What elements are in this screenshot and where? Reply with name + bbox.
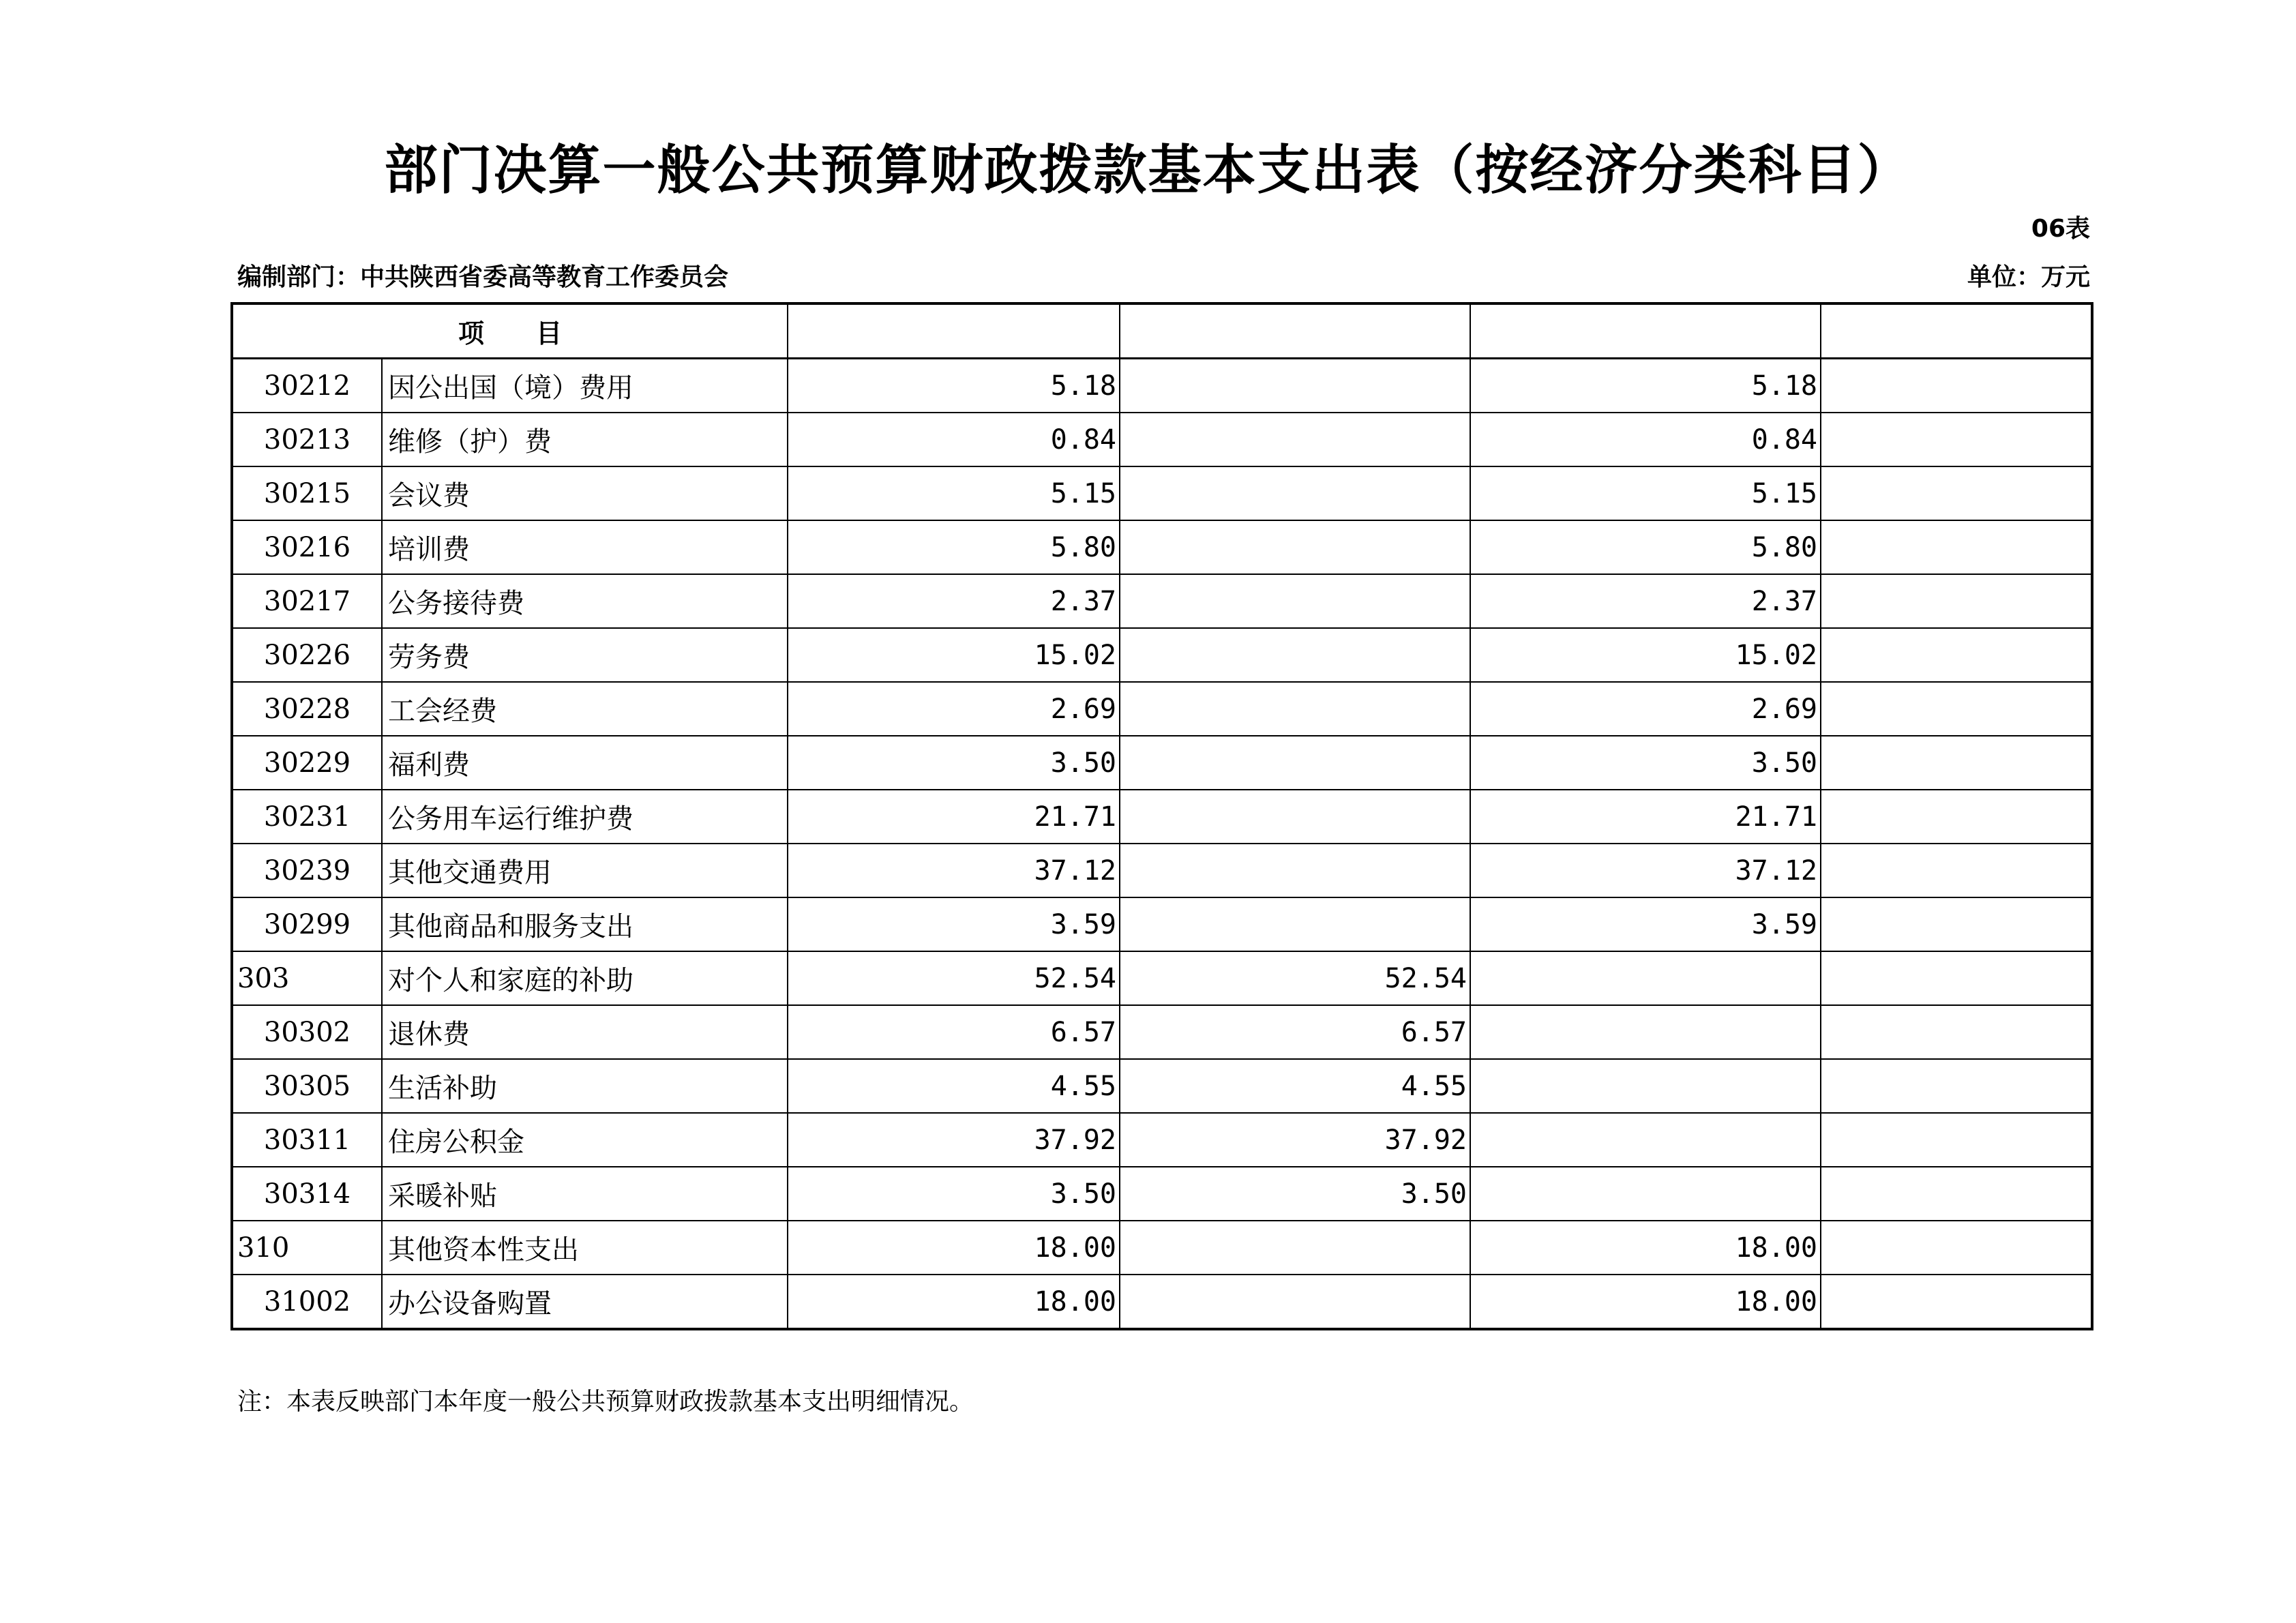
row-personnel: 3.50 — [1120, 1167, 1470, 1221]
header-item: 项 目 — [232, 303, 788, 359]
table-row — [232, 1275, 2092, 1329]
table-row — [232, 1167, 2092, 1221]
row-code: 30217 — [232, 574, 382, 628]
row-public: 0.84 — [1470, 413, 1821, 466]
row-code: 30239 — [232, 844, 382, 897]
table-row — [232, 413, 2092, 466]
row-extra — [1821, 520, 2092, 574]
row-personnel — [1120, 790, 1470, 844]
row-extra — [1821, 736, 2092, 790]
row-name: 维修（护）费 — [382, 413, 788, 466]
row-code: 30228 — [232, 682, 382, 736]
row-public: 15.02 — [1470, 628, 1821, 682]
row-total: 3.59 — [788, 897, 1120, 951]
row-public — [1470, 1005, 1821, 1059]
row-name: 工会经费 — [382, 682, 788, 736]
table-row — [232, 897, 2092, 951]
row-code: 31002 — [232, 1275, 382, 1329]
row-name: 培训费 — [382, 520, 788, 574]
row-code: 303 — [232, 951, 382, 1005]
row-total: 5.15 — [788, 466, 1120, 520]
row-total: 15.02 — [788, 628, 1120, 682]
row-name: 公务接待费 — [382, 574, 788, 628]
row-code: 30226 — [232, 628, 382, 682]
row-name: 因公出国（境）费用 — [382, 359, 788, 413]
row-code: 30229 — [232, 736, 382, 790]
table-row — [232, 1059, 2092, 1113]
row-personnel — [1120, 628, 1470, 682]
row-total: 5.18 — [788, 359, 1120, 413]
table-row — [232, 628, 2092, 682]
row-public: 5.80 — [1470, 520, 1821, 574]
row-extra — [1821, 1059, 2092, 1113]
row-public: 21.71 — [1470, 790, 1821, 844]
row-public — [1470, 1059, 1821, 1113]
row-name: 劳务费 — [382, 628, 788, 682]
row-personnel — [1120, 574, 1470, 628]
row-name: 住房公积金 — [382, 1113, 788, 1167]
row-extra — [1821, 1275, 2092, 1329]
row-total: 52.54 — [788, 951, 1120, 1005]
header-personnel — [1120, 303, 1470, 359]
table-row — [232, 1221, 2092, 1275]
row-extra — [1821, 466, 2092, 520]
row-extra — [1821, 897, 2092, 951]
table-row — [232, 1113, 2092, 1167]
row-extra — [1821, 1005, 2092, 1059]
row-public: 37.12 — [1470, 844, 1821, 897]
table-row — [232, 574, 2092, 628]
row-extra — [1821, 413, 2092, 466]
row-public: 18.00 — [1470, 1221, 1821, 1275]
row-name: 其他资本性支出 — [382, 1221, 788, 1275]
row-name: 会议费 — [382, 466, 788, 520]
table-row — [232, 844, 2092, 897]
table-row — [232, 951, 2092, 1005]
row-name: 退休费 — [382, 1005, 788, 1059]
row-code: 30215 — [232, 466, 382, 520]
row-total: 37.92 — [788, 1113, 1120, 1167]
row-total: 6.57 — [788, 1005, 1120, 1059]
row-total: 18.00 — [788, 1221, 1120, 1275]
header-total — [788, 303, 1120, 359]
row-total: 0.84 — [788, 413, 1120, 466]
expenditure-table — [230, 302, 2093, 1330]
row-extra — [1821, 790, 2092, 844]
row-extra — [1821, 628, 2092, 682]
row-personnel — [1120, 466, 1470, 520]
row-total: 5.80 — [788, 520, 1120, 574]
row-total: 3.50 — [788, 1167, 1120, 1221]
row-total: 37.12 — [788, 844, 1120, 897]
table-number: 06表 — [2031, 215, 2090, 243]
table-header-row — [232, 303, 2092, 359]
row-extra — [1821, 844, 2092, 897]
header-extra — [1821, 303, 2092, 359]
row-personnel — [1120, 736, 1470, 790]
row-extra — [1821, 359, 2092, 413]
row-name: 公务用车运行维护费 — [382, 790, 788, 844]
row-public: 18.00 — [1470, 1275, 1821, 1329]
row-code: 30216 — [232, 520, 382, 574]
row-name: 生活补助 — [382, 1059, 788, 1113]
row-public: 2.69 — [1470, 682, 1821, 736]
row-code: 30231 — [232, 790, 382, 844]
table-row — [232, 1005, 2092, 1059]
table-row — [232, 682, 2092, 736]
row-code: 30305 — [232, 1059, 382, 1113]
row-extra — [1821, 1113, 2092, 1167]
row-total: 21.71 — [788, 790, 1120, 844]
row-public: 3.50 — [1470, 736, 1821, 790]
row-extra — [1821, 682, 2092, 736]
row-extra — [1821, 951, 2092, 1005]
row-name: 采暖补贴 — [382, 1167, 788, 1221]
row-code: 30213 — [232, 413, 382, 466]
table-row — [232, 736, 2092, 790]
row-personnel — [1120, 520, 1470, 574]
row-public: 5.18 — [1470, 359, 1821, 413]
header-public — [1470, 303, 1821, 359]
row-personnel — [1120, 359, 1470, 413]
table-row — [232, 359, 2092, 413]
department-label: 编制部门：中共陕西省委高等教育工作委员会 — [237, 263, 729, 291]
row-name: 对个人和家庭的补助 — [382, 951, 788, 1005]
row-extra — [1821, 1167, 2092, 1221]
row-total: 3.50 — [788, 736, 1120, 790]
row-personnel — [1120, 897, 1470, 951]
row-total: 18.00 — [788, 1275, 1120, 1329]
unit-label: 单位：万元 — [1967, 263, 2090, 291]
row-personnel: 37.92 — [1120, 1113, 1470, 1167]
row-name: 其他交通费用 — [382, 844, 788, 897]
row-name: 其他商品和服务支出 — [382, 897, 788, 951]
row-code: 30299 — [232, 897, 382, 951]
row-personnel — [1120, 844, 1470, 897]
row-personnel — [1120, 413, 1470, 466]
row-public — [1470, 951, 1821, 1005]
row-code: 30212 — [232, 359, 382, 413]
page-title: 部门决算一般公共预算财政拨款基本支出表（按经济分类科目） — [384, 140, 1912, 201]
row-total: 2.69 — [788, 682, 1120, 736]
row-public: 2.37 — [1470, 574, 1821, 628]
row-code: 30302 — [232, 1005, 382, 1059]
row-code: 30311 — [232, 1113, 382, 1167]
row-personnel — [1120, 1275, 1470, 1329]
row-code: 30314 — [232, 1167, 382, 1221]
row-name: 福利费 — [382, 736, 788, 790]
row-total: 4.55 — [788, 1059, 1120, 1113]
row-name: 办公设备购置 — [382, 1275, 788, 1329]
row-personnel: 4.55 — [1120, 1059, 1470, 1113]
row-public — [1470, 1167, 1821, 1221]
table-row — [232, 466, 2092, 520]
table-row — [232, 520, 2092, 574]
table-note: 注：本表反映部门本年度一般公共预算财政拨款基本支出明细情况。 — [237, 1388, 974, 1416]
row-extra — [1821, 574, 2092, 628]
row-code: 310 — [232, 1221, 382, 1275]
row-personnel: 6.57 — [1120, 1005, 1470, 1059]
row-personnel: 52.54 — [1120, 951, 1470, 1005]
row-extra — [1821, 1221, 2092, 1275]
row-public: 3.59 — [1470, 897, 1821, 951]
row-public: 5.15 — [1470, 466, 1821, 520]
table-row — [232, 790, 2092, 844]
row-personnel — [1120, 682, 1470, 736]
row-total: 2.37 — [788, 574, 1120, 628]
row-public — [1470, 1113, 1821, 1167]
row-personnel — [1120, 1221, 1470, 1275]
